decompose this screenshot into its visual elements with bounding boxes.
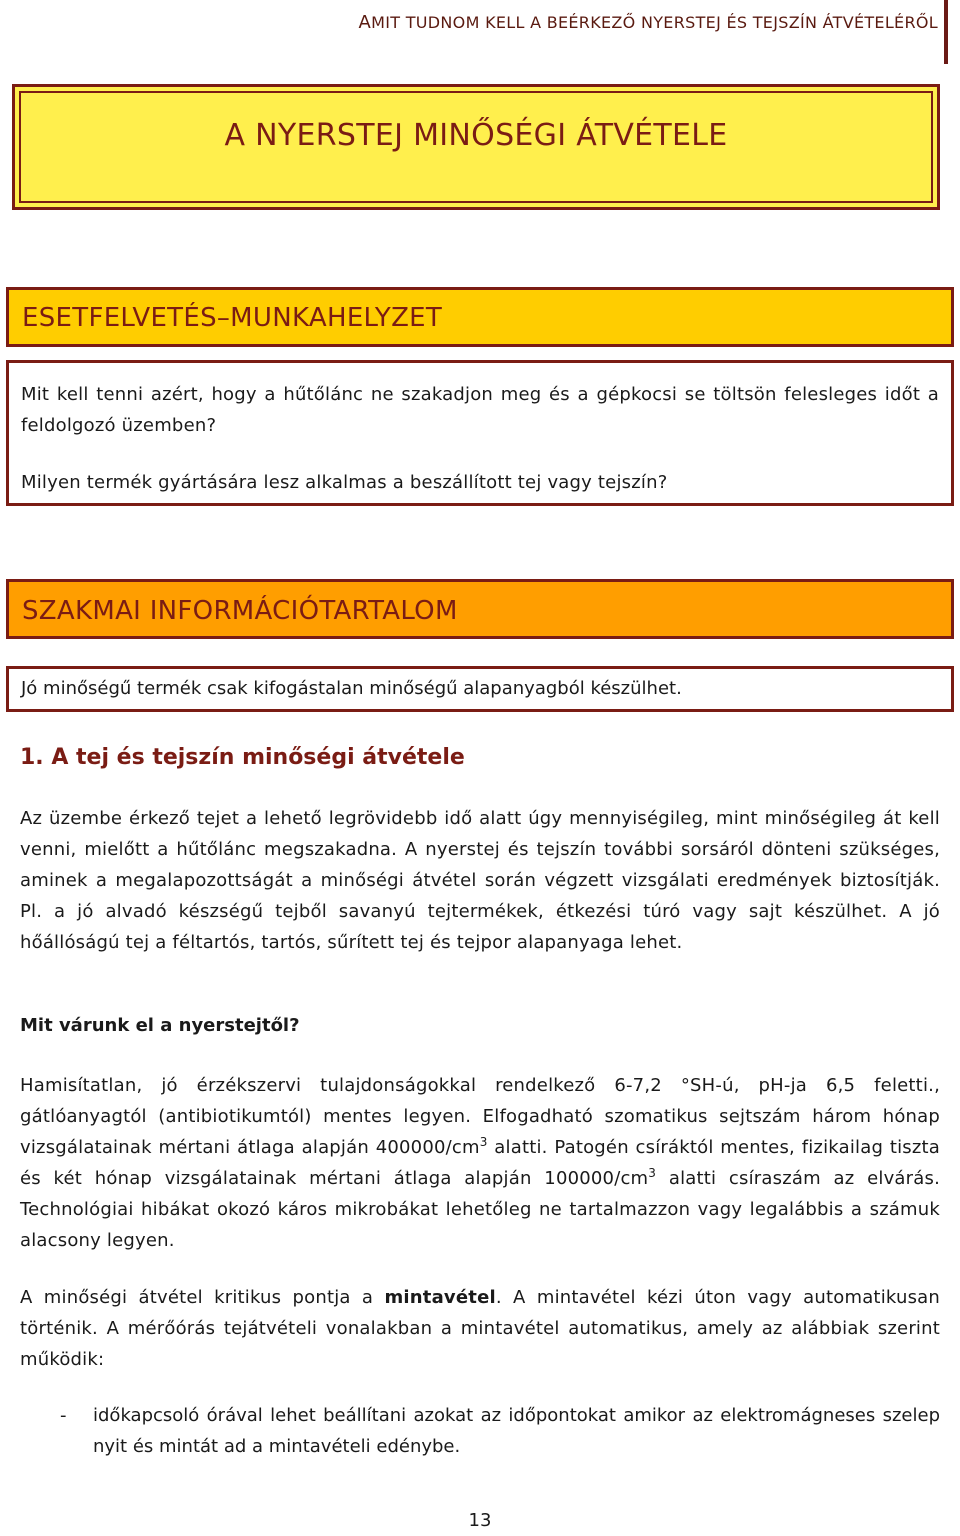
title-box <box>12 84 940 210</box>
sub-question: Mit várunk el a nyerstejtől? <box>20 1015 300 1036</box>
section-title: 1. A tej és tejszín minőségi átvétele <box>20 745 465 770</box>
paragraph-3-bold-term: mintavétel <box>384 1287 496 1308</box>
case-heading: ESETFELVETÉS–MUNKAHELYZET <box>22 303 443 333</box>
paragraph-1: Az üzembe érkező tejet a lehető legrövidebb idő alatt úgy mennyiségileg, mint minőségileg át kell venni, mielőtt a hűtőlánc megszakadna. A nyerstej és tejszín további sorsáról dönteni szükséges, aminek a megalapozottságát a minőségi átvétel során végzett vizsgálati eredmények biztosítják. Pl. a jó alvadó készségű tejből savanyú tejtermékek, étkezési túró vagy sajt készülhet. A jó hőállóságú tej a féltartós, tartós, sűrített tej és tejpor alapanyaga lehet. <box>20 808 940 953</box>
page-title: A NYERSTEJ MINŐSÉGI ÁTVÉTELE <box>224 118 728 153</box>
running-header-text: MIT TUDNOM KELL A BEÉRKEZŐ NYERSTEJ ÉS TEJSZÍN ÁTVÉTELÉRŐL <box>371 13 938 32</box>
question-2: Milyen termék gyártására lesz alkalmas a beszállított tej vagy tejszín? <box>21 472 668 493</box>
paragraph-2-part-3: alatti csíraszám az elvárás. Technológiai hibákat okozó káros mikrobákat lehetőleg ne tartalmazzon vagy legalábbis a számuk alacsony legyen. <box>20 1168 940 1251</box>
page-number: 13 <box>468 1510 492 1531</box>
question-1: Mit kell tenni azért, hogy a hűtőlánc ne szakadjon meg és a gépkocsi se töltsön felesleges időt a feldolgozó üzemben? <box>21 384 939 436</box>
superscript-3: 3 <box>479 1135 488 1149</box>
paragraph-2-part-1: Hamisítatlan, jó érzékszervi tulajdonságokkal rendelkező 6-7,2 °SH-ú, pH-ja 6,5 feletti., gátlóanyagtól (antibiotikumtól) mentes legyen. Elfogadható szomatikus sejtszám három hónap vizsgálatainak mértani átlaga alapján 400000/cm <box>20 1075 940 1158</box>
info-heading: SZAKMAI INFORMÁCIÓTARTALOM <box>22 596 458 626</box>
paragraph-3 <box>20 1282 940 1375</box>
intro-text: Jó minőségű termék csak kifogástalan minőségű alapanyagból készülhet. <box>21 678 682 699</box>
info-heading-bar <box>6 579 954 639</box>
questions-box <box>6 360 954 506</box>
paragraph-2-part-2: alatti. Patogén csíráktól mentes, fizikailag tiszta és két hónap vizsgálatainak mértani átlaga alapján 100000/cm <box>20 1137 940 1189</box>
running-header <box>300 12 938 33</box>
list-dash-marker: - <box>60 1405 67 1426</box>
running-header-initial: A <box>358 12 372 33</box>
paragraph-3-after: . A mintavétel kézi úton vagy automatikusan történik. A mérőórás tejátvételi vonalakban a mintavétel automatikus, amely az alábbiak szerint működik: <box>20 1287 940 1370</box>
intro-box <box>6 666 954 712</box>
paragraph-2 <box>20 1070 940 1256</box>
list-item-text: időkapcsoló órával lehet beállítani azokat az időpontokat amikor az elektromágneses szelep nyit és mintát ad a mintavételi edénybe. <box>93 1405 940 1457</box>
case-heading-bar <box>6 287 954 347</box>
header-rule <box>944 0 948 64</box>
superscript-3: 3 <box>648 1166 657 1180</box>
paragraph-3-before: A minőségi átvétel kritikus pontja a <box>20 1287 385 1308</box>
